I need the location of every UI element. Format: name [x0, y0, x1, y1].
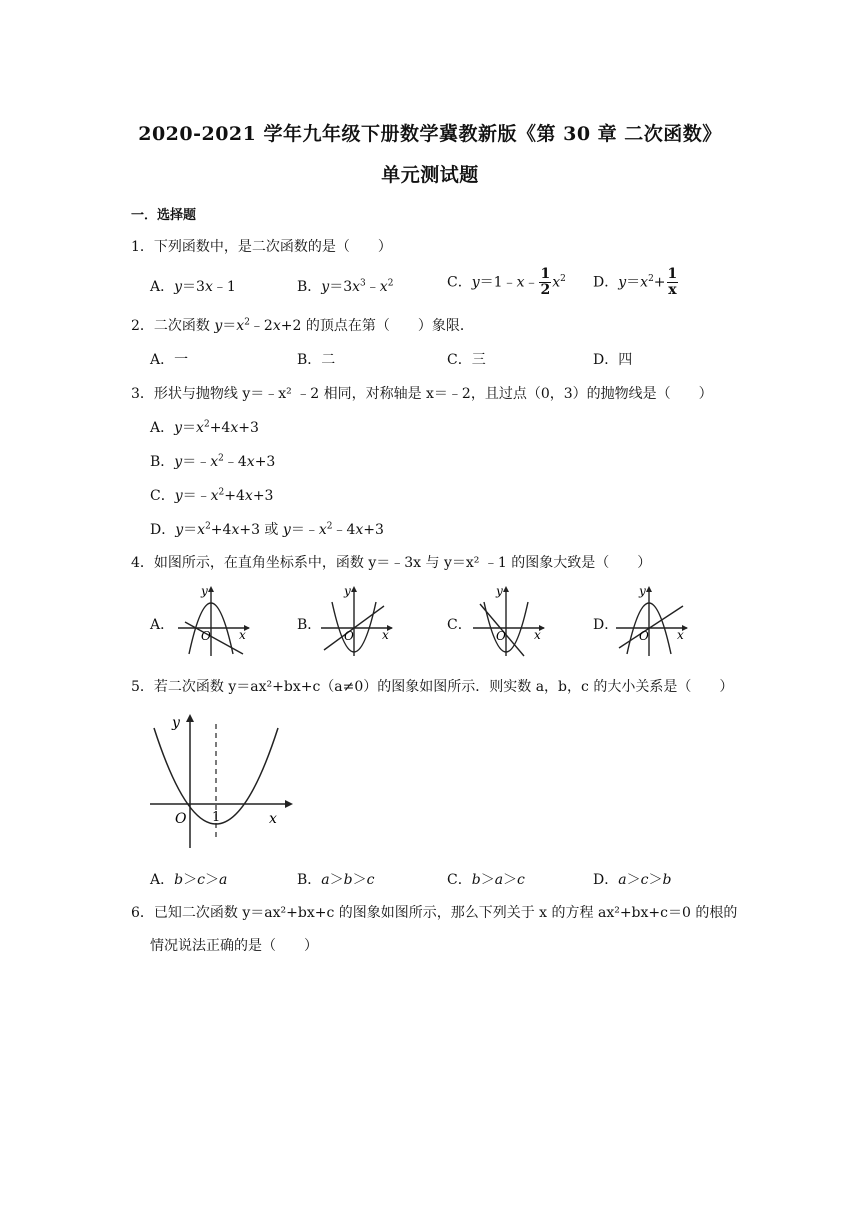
question-6-stem-line2: 情况说法正确的是（ ）	[150, 938, 318, 954]
question-4-option-d-label: D．	[593, 617, 619, 633]
question-4-graph-c	[470, 582, 548, 658]
question-3-option-a: A．$y=x^2+4x+3$	[150, 419, 259, 436]
origin-label: O	[201, 629, 211, 643]
axis-y-label: y	[201, 584, 208, 598]
origin-label: O	[175, 811, 187, 827]
question-5-option-d: D．a＞c＞b	[593, 872, 672, 888]
tick-label-1: 1	[212, 810, 221, 825]
document-title-line2: 单元测试题	[381, 164, 479, 186]
question-1-option-a: A．y＝3x﹣1	[150, 279, 236, 295]
question-3-option-b: B．$y=﹣x^2﹣4x+3$	[150, 453, 276, 470]
question-5-option-a: A．b＞c＞a	[150, 872, 228, 888]
question-5-graph	[148, 710, 296, 850]
question-3-stem: 3．形状与抛物线 y＝﹣x² ﹣2 相同，对称轴是 x＝﹣2，且过点（0，3）的抛物线是（ ）	[131, 386, 713, 402]
origin-label: O	[639, 629, 649, 643]
question-4-option-a-label: A．	[150, 617, 175, 633]
question-1-option-b: B．$y=3x^3﹣x^2$	[297, 278, 394, 295]
question-2-stem: 2．二次函数 $y=x^2﹣2x+2$ 的顶点在第（ ）象限．	[131, 317, 474, 334]
question-4-option-c-label: C．	[447, 617, 472, 633]
question-5-option-c: C．b＞a＞c	[447, 872, 525, 888]
axis-y-label: y	[496, 584, 503, 598]
axis-y-label: y	[344, 584, 351, 598]
fraction-one-half: $\frac{1}{2}$	[540, 266, 551, 298]
question-2-option-c: C．三	[447, 352, 486, 368]
question-2-option-a: A．一	[150, 352, 189, 368]
question-2-option-d: D．四	[593, 352, 633, 368]
axis-x-label: x	[534, 628, 541, 642]
origin-label: O	[344, 629, 354, 643]
question-5-option-b: B．a＞b＞c	[297, 872, 375, 888]
fraction-one-over-x: $\frac{1}{x}$	[667, 266, 678, 298]
question-1-option-d: D．$y=x^2+$ $\frac{1}{x}$	[593, 266, 678, 298]
question-3-option-c: C．$y=﹣x^2+4x+3$	[150, 487, 274, 504]
question-2-option-b: B．二	[297, 352, 336, 368]
axis-x-label: x	[269, 811, 277, 827]
origin-label: O	[496, 629, 506, 643]
question-4-stem: 4．如图所示，在直角坐标系中，函数 y＝﹣3x 与 y＝x² ﹣1 的图象大致是（ ）	[131, 555, 652, 571]
question-5-stem: 5．若二次函数 y＝ax²+bx+c（a≠0）的图象如图所示．则实数 a，b，c 的大小关系是（ ）	[131, 679, 734, 695]
axis-y-label: y	[172, 715, 180, 731]
question-6-stem-line1: 6．已知二次函数 y＝ax²+bx+c 的图象如图所示，那么下列关于 x 的方程 ax²+bx+c＝0 的根的	[131, 905, 738, 921]
axis-x-label: x	[677, 628, 684, 642]
section-heading: 一．选择题	[131, 208, 197, 223]
question-4-graph-b	[318, 582, 396, 658]
question-1-option-c: C．y＝1﹣x﹣ $\frac{1}{2}$ $x^2$	[447, 266, 566, 298]
axis-x-label: x	[239, 628, 246, 642]
question-4-option-b-label: B．	[297, 617, 322, 633]
question-4-graph-d	[613, 582, 691, 658]
axis-x-label: x	[382, 628, 389, 642]
question-3-option-d: D．$y=x^2+4x+3$ 或 $y=﹣x^2﹣4x+3$	[150, 521, 384, 538]
question-1-stem: 1．下列函数中，是二次函数的是（ ）	[131, 239, 392, 255]
axis-y-label: y	[639, 584, 646, 598]
question-4-graph-a	[175, 582, 253, 658]
document-title-line1: 2020-2021 学年九年级下册数学冀教新版《第 30 章 二次函数》	[138, 123, 722, 145]
